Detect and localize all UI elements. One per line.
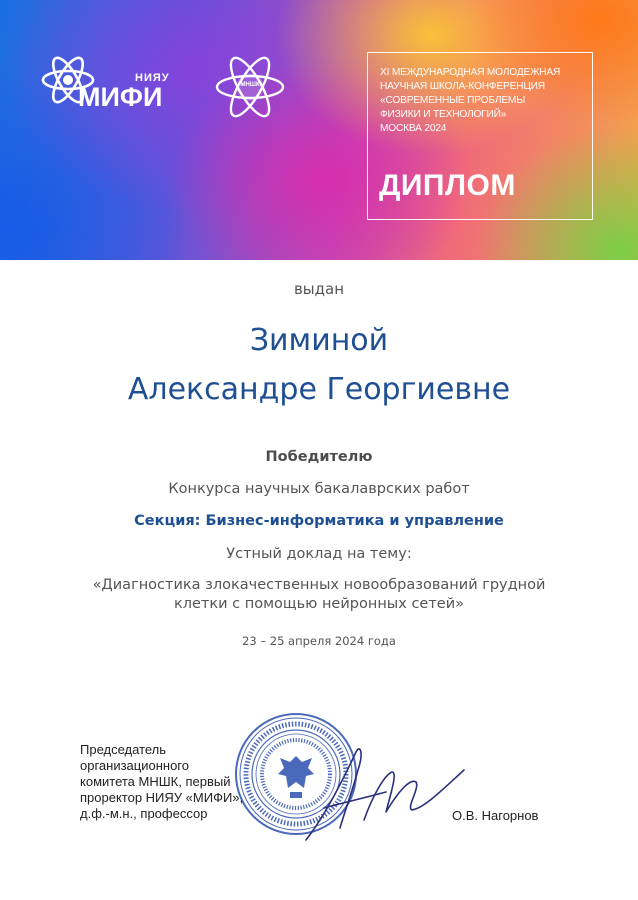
chairman-line: д.ф.-м.н., профессор (80, 806, 208, 821)
conference-line: МОСКВА 2024 (380, 123, 447, 134)
conference-info-box (367, 52, 593, 220)
conference-line: ФИЗИКИ И ТЕХНОЛОГИЙ» (380, 109, 507, 120)
mephi-logo (40, 50, 190, 120)
header-banner (0, 0, 638, 260)
document-title: ДИПЛОМ (379, 169, 516, 202)
chairman-line: Председатель (80, 742, 167, 757)
issued-label: выдан (293, 280, 345, 298)
conference-line: НАУЧНАЯ ШКОЛА-КОНФЕРЕНЦИЯ (380, 81, 545, 92)
topic-line: клетки с помощью нейронных сетей» (174, 596, 464, 612)
talk-label: Устный доклад на тему: (226, 546, 412, 562)
event-dates: 23 – 25 апреля 2024 года (242, 634, 396, 648)
school-logo (214, 52, 286, 122)
talk-topic (0, 576, 638, 614)
conference-line: XI МЕЖДУНАРОДНАЯ МОЛОДЕЖНАЯ (380, 67, 561, 78)
contest-name: Конкурса научных бакалаврских работ (168, 481, 470, 497)
recipient-name: Александре Георгиевне (127, 372, 511, 407)
conference-line: «СОВРЕМЕННЫЕ ПРОБЛЕМЫ (380, 95, 526, 106)
section-name: Секция: Бизнес-информатика и управление (134, 513, 504, 529)
award-title: Победителю (265, 449, 373, 465)
logo-main-text: МИФИ (78, 82, 163, 112)
logo-small-text: НИЯУ (135, 72, 170, 84)
topic-line: «Диагностика злокачественных новообразований грудной (92, 577, 546, 593)
recipient-surname: Зиминой (249, 323, 389, 358)
signer-name: О.В. Нагорнов (452, 808, 539, 823)
school-logo-label: МНШК (240, 82, 260, 88)
chairman-line: комитета МНШК, первый (80, 774, 231, 789)
chairman-block (80, 742, 320, 822)
chairman-line: проректор НИЯУ «МИФИ», (80, 790, 244, 805)
chairman-line: организационного (80, 758, 189, 773)
handwritten-signature (294, 722, 474, 852)
